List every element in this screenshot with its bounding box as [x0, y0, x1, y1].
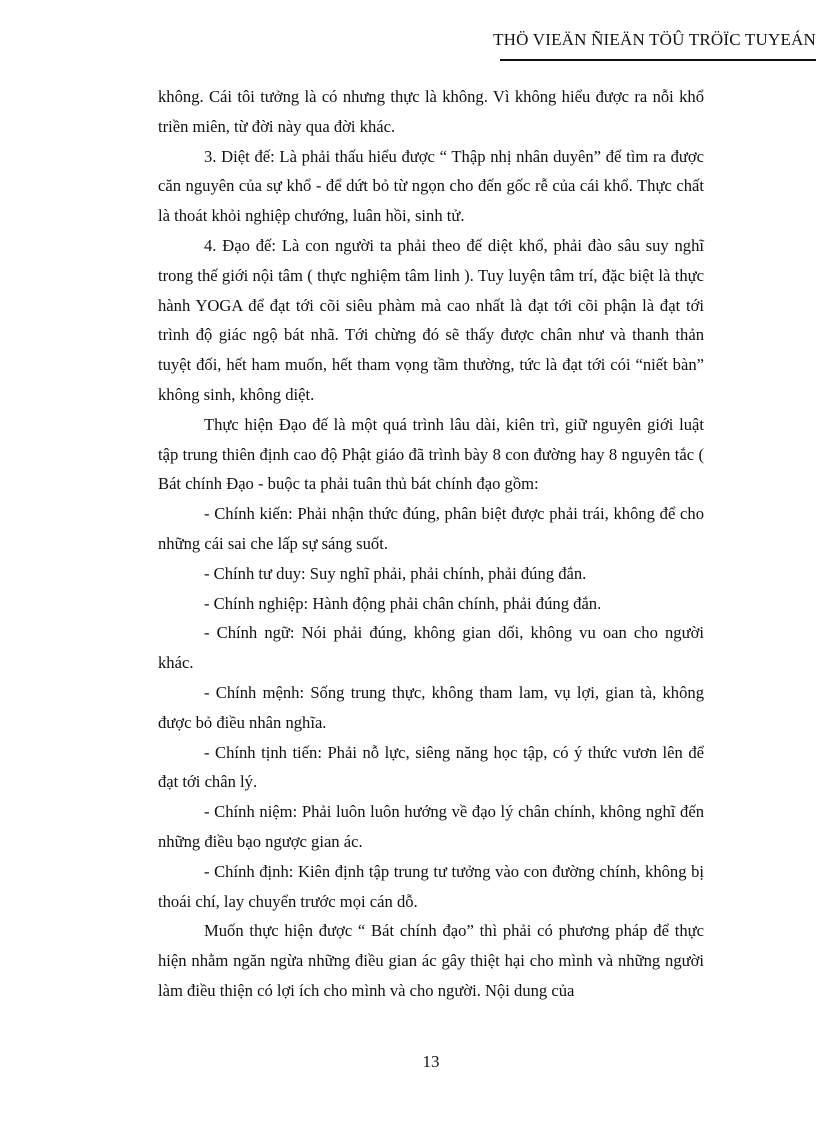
list-item-chinh-tu-duy: - Chính tư duy: Suy nghĩ phải, phải chính, phải đúng đắn. — [204, 563, 587, 583]
paragraph-diet-de: 3. Diệt đế: Là phải thấu hiểu được “ Thập nhị nhân duyên” để tìm ra được căn nguyên của sự khổ - để dứt bỏ từ ngọn cho đến gốc rễ của cái khổ. Thực chất là thoát khỏi nghiệp chướng, luân hồi, sinh tử. — [158, 146, 704, 226]
list-item-chinh-ngu: - Chính ngữ: Nói phải đúng, không gian dối, không vu oan cho người khác. — [158, 623, 704, 673]
list-item-chinh-tinh-tien: - Chính tịnh tiến: Phải nỗ lực, siêng năng học tập, có ý thức vươn lên để đạt tới chân lý. — [158, 742, 704, 792]
header-rule — [500, 59, 816, 61]
body-text — [158, 82, 704, 1006]
page-number: 13 — [422, 1052, 440, 1071]
paragraph-continuation: không. Cái tôi tưởng là có nhưng thực là không. Vì không hiểu được ra nỗi khổ triền miên, từ đời này qua đời khác. — [158, 87, 704, 136]
list-item-chinh-nghiep: - Chính nghiệp: Hành động phải chân chính, phải đúng đắn. — [204, 593, 602, 613]
list-item-chinh-menh: - Chính mệnh: Sống trung thực, không tham lam, vụ lợi, gian tà, không được bỏ điều nhân nghĩa. — [158, 682, 704, 732]
running-header: THÖ VIEÄN ÑIEÄN TÖÛ TRÖÏC TUYEÁN — [493, 30, 816, 49]
paragraph-bat-chinh-dao: Muốn thực hiện được “ Bát chính đạo” thì phải có phương pháp để thực hiện nhằm ngăn ngừa những điều gian ác gây thiệt hại cho mình và những người làm điều thiện có lợi ích cho mình và cho người. Nội dung của — [158, 921, 704, 1000]
list-item-chinh-dinh: - Chính định: Kiên định tập trung tư tưởng vào con đường chính, không bị thoái chí, lay chuyển trước mọi cán dỗ. — [158, 861, 704, 911]
list-item-chinh-kien: - Chính kiến: Phải nhận thức đúng, phân biệt được phải trái, không để cho những cái sai che lấp sự sáng suốt. — [158, 504, 704, 553]
list-item-chinh-niem: - Chính niệm: Phải luôn luôn hướng về đạo lý chân chính, không nghĩ đến những điều bạo ngược gian ác. — [158, 802, 704, 851]
paragraph-thuc-hien-dao-de: Thực hiện Đạo đế là một quá trình lâu dài, kiên trì, giữ nguyên giới luật tập trung thiên định cao độ Phật giáo đã trình bày 8 con đường hay 8 nguyên tắc ( Bát chính Đạo - buộc ta phải tuân thủ bát chính đạo gồm: — [158, 414, 704, 494]
paragraph-dao-de: 4. Đạo đế: Là con người ta phải theo đế diệt khổ, phải đào sâu suy nghĩ trong thế giới nội tâm ( thực nghiệm tâm linh ). Tuy luyện tâm trí, đặc biệt là thực hành YOGA để đạt tới cõi siêu phàm mà cao nhất là đạt tới cõi phận là đạt tới trình độ giác ngộ bát nhã. Tới chừng đó sẽ thấy được chân như và thanh thản tuyệt đối, hết ham muốn, hết tham vọng tầm thường, tức là đạt tới cói “niết bàn” không sinh, không diệt. — [158, 235, 704, 404]
